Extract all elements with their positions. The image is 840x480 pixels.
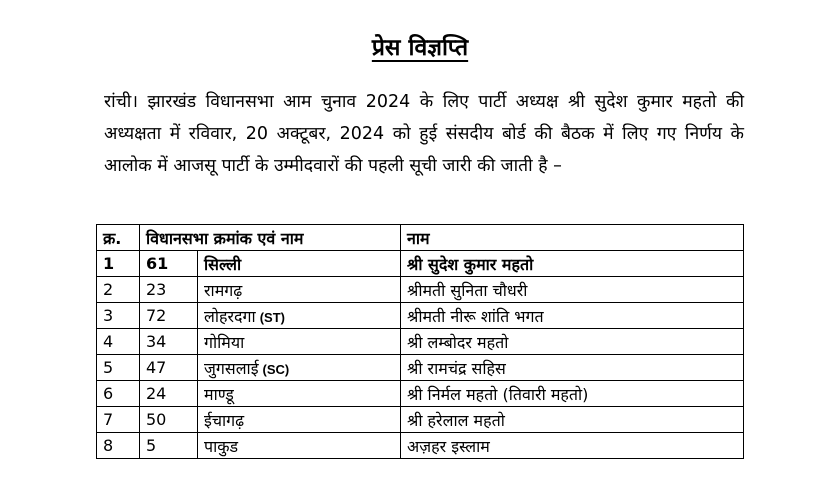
reservation-tag: (ST) xyxy=(259,309,285,325)
cell-serial-text: 7 xyxy=(103,410,114,429)
cell-constituency-number xyxy=(140,329,198,355)
cell-constituency-number xyxy=(140,407,198,433)
cell-candidate-name xyxy=(401,277,744,303)
cell-constituency-name-text: लोहरदगा xyxy=(204,306,256,326)
cell-constituency-name-text: गोमिया xyxy=(204,332,245,352)
cell-serial xyxy=(97,329,140,355)
cell-constituency-number xyxy=(140,433,198,459)
cell-constituency-name xyxy=(198,329,401,355)
cell-serial-text: 2 xyxy=(103,280,114,299)
cell-candidate-name xyxy=(401,355,744,381)
cell-constituency-number-text: 34 xyxy=(146,332,167,351)
cell-serial-text: 5 xyxy=(103,358,114,377)
cell-constituency-number xyxy=(140,303,198,329)
cell-serial xyxy=(97,303,140,329)
table-row xyxy=(97,329,744,355)
candidate-table xyxy=(96,224,744,459)
page-title: प्रेस विज्ञप्ति xyxy=(371,35,469,61)
cell-candidate-name xyxy=(401,303,744,329)
cell-serial-text: 8 xyxy=(103,436,114,455)
cell-constituency-name xyxy=(198,433,401,459)
cell-constituency-number-text: 23 xyxy=(146,280,167,299)
reservation-tag: (SC) xyxy=(262,361,290,377)
header-name: नाम xyxy=(401,225,744,251)
cell-candidate-name-text: अज़हर इस्लाम xyxy=(407,436,490,456)
cell-candidate-name-text: श्री रामचंद्र सहिस xyxy=(407,358,506,378)
cell-constituency-name xyxy=(198,407,401,433)
table-row xyxy=(97,433,744,459)
cell-constituency-number-text: 61 xyxy=(146,254,169,273)
cell-candidate-name xyxy=(401,329,744,355)
cell-candidate-name-text: श्रीमती नीरू शांति भगत xyxy=(407,306,544,326)
cell-serial-text: 4 xyxy=(103,332,114,351)
cell-constituency-number xyxy=(140,355,198,381)
cell-candidate-name xyxy=(401,433,744,459)
cell-serial xyxy=(97,277,140,303)
header-constituency: विधानसभा क्रमांक एवं नाम xyxy=(140,225,401,251)
cell-constituency-name-text: जुगसलाई xyxy=(204,358,259,378)
cell-candidate-name-text: श्री सुदेश कुमार महतो xyxy=(407,254,534,274)
table-row xyxy=(97,407,744,433)
cell-constituency-number xyxy=(140,277,198,303)
cell-constituency-name-text: सिल्ली xyxy=(204,254,242,274)
cell-serial xyxy=(97,355,140,381)
table-row xyxy=(97,381,744,407)
cell-candidate-name xyxy=(401,251,744,277)
cell-constituency-name xyxy=(198,381,401,407)
cell-constituency-name xyxy=(198,355,401,381)
cell-serial-text: 3 xyxy=(103,306,114,325)
header-serial: क्र. xyxy=(97,225,140,251)
cell-constituency-name xyxy=(198,251,401,277)
cell-serial xyxy=(97,381,140,407)
cell-constituency-number-text: 50 xyxy=(146,410,167,429)
cell-candidate-name-text: श्री हरेलाल महतो xyxy=(407,410,505,430)
press-release-paragraph: रांची। झारखंड विधानसभा आम चुनाव 2024 के लिए पार्टी अध्यक्ष श्री सुदेश कुमार महतो की अध्यक्षता में रविवार, 20 अक्टूबर, 2024 को हुई संसदीय बोर्ड की बैठक में लिए गए निर्णय के आलोक में आजसू पार्टी के उम्मीदवारों की पहली सूची जारी की जाती है – xyxy=(104,92,744,176)
cell-serial xyxy=(97,407,140,433)
cell-constituency-number xyxy=(140,381,198,407)
cell-constituency-number xyxy=(140,251,198,277)
cell-constituency-number-text: 24 xyxy=(146,384,167,403)
cell-candidate-name-text: श्री लम्बोदर महतो xyxy=(407,332,509,352)
cell-serial-text: 1 xyxy=(103,254,115,273)
cell-constituency-name-text: पाकुड xyxy=(204,436,239,456)
cell-constituency-name-text: माण्डू xyxy=(204,384,234,404)
cell-constituency-name xyxy=(198,277,401,303)
cell-constituency-name-text: रामगढ़ xyxy=(204,280,243,300)
cell-constituency-number-text: 5 xyxy=(146,436,157,455)
table-header-row xyxy=(97,225,744,251)
cell-constituency-name xyxy=(198,303,401,329)
cell-constituency-number-text: 47 xyxy=(146,358,167,377)
cell-serial xyxy=(97,433,140,459)
cell-candidate-name-text: श्री निर्मल महतो (तिवारी महतो) xyxy=(407,384,589,404)
cell-candidate-name xyxy=(401,381,744,407)
table-row xyxy=(97,277,744,303)
cell-serial xyxy=(97,251,140,277)
cell-constituency-name-text: ईचागढ़ xyxy=(204,410,245,430)
cell-candidate-name xyxy=(401,407,744,433)
cell-constituency-number-text: 72 xyxy=(146,306,167,325)
table-row xyxy=(97,251,744,277)
table-row xyxy=(97,355,744,381)
cell-candidate-name-text: श्रीमती सुनिता चौधरी xyxy=(407,280,528,300)
cell-serial-text: 6 xyxy=(103,384,114,403)
table-row xyxy=(97,303,744,329)
